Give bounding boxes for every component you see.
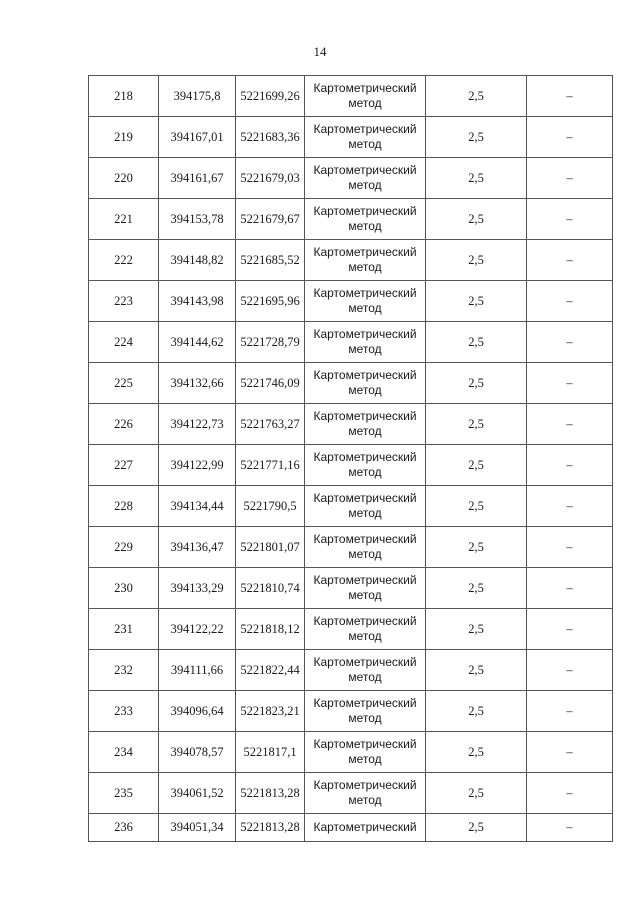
point-number-cell: 221 [89,199,159,240]
table-row [89,322,613,363]
note-cell: – [527,445,613,486]
x-coordinate-cell: 394122,99 [159,445,236,486]
method-cell: Картометрический метод [305,773,426,814]
x-coordinate-cell: 394153,78 [159,199,236,240]
point-number-cell: 222 [89,240,159,281]
precision-cell: 2,5 [426,773,527,814]
method-cell: Картометрический метод [305,445,426,486]
note-cell: – [527,363,613,404]
point-number-cell: 228 [89,486,159,527]
method-cell: Картометрический метод [305,117,426,158]
table-row [89,199,613,240]
point-number-cell: 236 [89,814,159,842]
method-cell: Картометрический метод [305,568,426,609]
y-coordinate-cell: 5221695,96 [236,281,305,322]
precision-cell: 2,5 [426,486,527,527]
method-cell: Картометрический метод [305,404,426,445]
precision-cell: 2,5 [426,814,527,842]
method-cell: Картометрический метод [305,691,426,732]
note-cell: – [527,322,613,363]
point-number-cell: 227 [89,445,159,486]
precision-cell: 2,5 [426,281,527,322]
x-coordinate-cell: 394122,73 [159,404,236,445]
point-number-cell: 233 [89,691,159,732]
x-coordinate-cell: 394078,57 [159,732,236,773]
y-coordinate-cell: 5221818,12 [236,609,305,650]
x-coordinate-cell: 394167,01 [159,117,236,158]
note-cell: – [527,240,613,281]
precision-cell: 2,5 [426,76,527,117]
x-coordinate-cell: 394132,66 [159,363,236,404]
table-row [89,76,613,117]
note-cell: – [527,527,613,568]
table-row [89,650,613,691]
table-row [89,117,613,158]
table-row [89,691,613,732]
point-number-cell: 231 [89,609,159,650]
point-number-cell: 219 [89,117,159,158]
precision-cell: 2,5 [426,527,527,568]
table-row [89,814,613,842]
coordinates-table [88,75,613,842]
point-number-cell: 234 [89,732,159,773]
table-row [89,486,613,527]
x-coordinate-cell: 394051,34 [159,814,236,842]
precision-cell: 2,5 [426,568,527,609]
y-coordinate-cell: 5221823,21 [236,691,305,732]
x-coordinate-cell: 394061,52 [159,773,236,814]
precision-cell: 2,5 [426,363,527,404]
note-cell: – [527,281,613,322]
x-coordinate-cell: 394148,82 [159,240,236,281]
point-number-cell: 224 [89,322,159,363]
method-cell: Картометрический метод [305,363,426,404]
table-body [89,76,613,842]
table-row [89,732,613,773]
note-cell: – [527,404,613,445]
x-coordinate-cell: 394175,8 [159,76,236,117]
x-coordinate-cell: 394136,47 [159,527,236,568]
y-coordinate-cell: 5221679,03 [236,158,305,199]
precision-cell: 2,5 [426,158,527,199]
note-cell: – [527,609,613,650]
y-coordinate-cell: 5221813,28 [236,773,305,814]
table-row [89,404,613,445]
point-number-cell: 235 [89,773,159,814]
y-coordinate-cell: 5221699,26 [236,76,305,117]
method-cell: Картометрический метод [305,158,426,199]
note-cell: – [527,732,613,773]
point-number-cell: 230 [89,568,159,609]
precision-cell: 2,5 [426,732,527,773]
method-cell: Картометрический метод [305,527,426,568]
precision-cell: 2,5 [426,240,527,281]
x-coordinate-cell: 394144,62 [159,322,236,363]
y-coordinate-cell: 5221685,52 [236,240,305,281]
y-coordinate-cell: 5221763,27 [236,404,305,445]
note-cell: – [527,199,613,240]
note-cell: – [527,76,613,117]
table-row [89,568,613,609]
note-cell: – [527,814,613,842]
table-row [89,158,613,199]
method-cell: Картометрический метод [305,486,426,527]
table-row [89,240,613,281]
table-row [89,445,613,486]
table-row [89,773,613,814]
table-row [89,281,613,322]
note-cell: – [527,117,613,158]
x-coordinate-cell: 394161,67 [159,158,236,199]
precision-cell: 2,5 [426,117,527,158]
precision-cell: 2,5 [426,199,527,240]
precision-cell: 2,5 [426,322,527,363]
point-number-cell: 232 [89,650,159,691]
y-coordinate-cell: 5221746,09 [236,363,305,404]
method-cell: Картометрический метод [305,240,426,281]
x-coordinate-cell: 394122,22 [159,609,236,650]
y-coordinate-cell: 5221822,44 [236,650,305,691]
point-number-cell: 223 [89,281,159,322]
y-coordinate-cell: 5221817,1 [236,732,305,773]
y-coordinate-cell: 5221810,74 [236,568,305,609]
note-cell: – [527,158,613,199]
precision-cell: 2,5 [426,691,527,732]
method-cell: Картометрический метод [305,322,426,363]
note-cell: – [527,486,613,527]
x-coordinate-cell: 394096,64 [159,691,236,732]
method-cell: Картометрический метод [305,609,426,650]
y-coordinate-cell: 5221801,07 [236,527,305,568]
y-coordinate-cell: 5221679,67 [236,199,305,240]
point-number-cell: 218 [89,76,159,117]
point-number-cell: 226 [89,404,159,445]
precision-cell: 2,5 [426,404,527,445]
precision-cell: 2,5 [426,609,527,650]
x-coordinate-cell: 394133,29 [159,568,236,609]
table-row [89,609,613,650]
method-cell: Картометрический метод [305,281,426,322]
precision-cell: 2,5 [426,445,527,486]
method-cell: Картометрический метод [305,732,426,773]
method-cell: Картометрический [305,814,426,842]
page-number: 14 [313,44,327,59]
table-row [89,527,613,568]
point-number-cell: 225 [89,363,159,404]
x-coordinate-cell: 394134,44 [159,486,236,527]
table-row [89,363,613,404]
y-coordinate-cell: 5221771,16 [236,445,305,486]
precision-cell: 2,5 [426,650,527,691]
method-cell: Картометрический метод [305,650,426,691]
point-number-cell: 220 [89,158,159,199]
y-coordinate-cell: 5221728,79 [236,322,305,363]
method-cell: Картометрический метод [305,76,426,117]
y-coordinate-cell: 5221683,36 [236,117,305,158]
method-cell: Картометрический метод [305,199,426,240]
x-coordinate-cell: 394111,66 [159,650,236,691]
x-coordinate-cell: 394143,98 [159,281,236,322]
y-coordinate-cell: 5221813,28 [236,814,305,842]
point-number-cell: 229 [89,527,159,568]
note-cell: – [527,691,613,732]
note-cell: – [527,650,613,691]
y-coordinate-cell: 5221790,5 [236,486,305,527]
note-cell: – [527,773,613,814]
note-cell: – [527,568,613,609]
